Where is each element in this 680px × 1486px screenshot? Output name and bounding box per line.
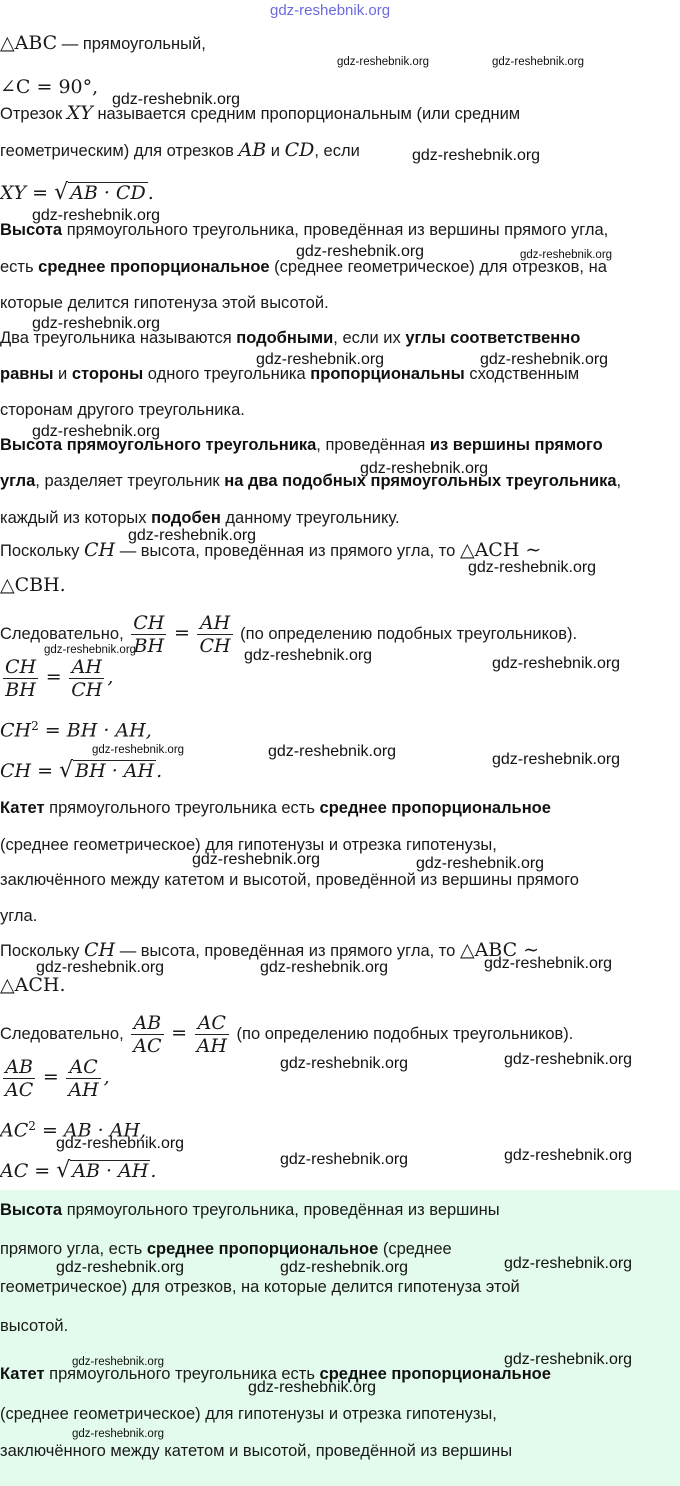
math-exponent: 2 bbox=[28, 1119, 36, 1133]
watermark: gdz-reshebnik.org bbox=[56, 1259, 185, 1276]
math-ac2: AC bbox=[0, 1119, 29, 1142]
line-ch-squared bbox=[0, 716, 152, 742]
watermark: gdz-reshebnik.org bbox=[337, 56, 430, 68]
text: Следовательно, bbox=[0, 1024, 124, 1043]
math-ch: CH bbox=[83, 539, 116, 561]
line-proportion-1 bbox=[0, 656, 113, 701]
text: высотой. bbox=[0, 1317, 69, 1335]
math-angle-c: ∠C = 90°, bbox=[0, 76, 99, 98]
text: — прямоугольный, bbox=[61, 35, 206, 53]
denominator: AC bbox=[133, 1035, 162, 1057]
text: сторонам другого треугольника. bbox=[0, 401, 245, 419]
text: Следовательно, bbox=[0, 624, 124, 643]
watermark: gdz-reshebnik.org bbox=[56, 1135, 185, 1152]
math-eq: = bbox=[171, 1021, 188, 1044]
math-ab: AB bbox=[238, 139, 267, 161]
callout-line-4 bbox=[0, 1316, 68, 1336]
watermark: gdz-reshebnik.org bbox=[280, 1055, 409, 1072]
denominator: CH bbox=[199, 635, 231, 657]
text: и bbox=[53, 365, 72, 383]
text: (среднее геометрическое) для гипотенузы и отрезка гипотенузы, bbox=[0, 836, 497, 854]
watermark: gdz-reshebnik.org bbox=[248, 1379, 377, 1396]
fraction-ah-ch bbox=[197, 612, 232, 657]
bold: среднее пропорциональное bbox=[319, 1365, 551, 1383]
watermark: gdz-reshebnik.org bbox=[416, 855, 545, 872]
watermark: gdz-reshebnik.org bbox=[268, 743, 397, 760]
watermark: gdz-reshebnik.org bbox=[492, 655, 621, 672]
line-cbh bbox=[0, 575, 66, 596]
bold: Высота bbox=[0, 1201, 63, 1219]
bold: Высота прямоугольного треугольника bbox=[0, 436, 317, 454]
watermark: gdz-reshebnik.org bbox=[484, 955, 613, 972]
watermark: gdz-reshebnik.org bbox=[36, 959, 165, 976]
bold: Катет bbox=[0, 1365, 45, 1383]
watermark: gdz-reshebnik.org bbox=[32, 315, 161, 332]
denominator: CH bbox=[71, 679, 103, 701]
watermark: gdz-reshebnik.org bbox=[504, 1147, 633, 1164]
math-ab-cd: AB · CD bbox=[70, 182, 146, 204]
text: (по определению подобных треугольников). bbox=[236, 1024, 574, 1043]
numerator: AH bbox=[197, 612, 232, 635]
text: (среднее bbox=[378, 1240, 452, 1258]
bold: пропорциональны bbox=[310, 365, 465, 383]
math-exponent: 2 bbox=[31, 719, 39, 733]
bold: Высота bbox=[0, 221, 63, 239]
line-theorem-2 bbox=[0, 471, 621, 491]
denominator: AH bbox=[196, 1035, 227, 1057]
fraction-ch-bh bbox=[131, 612, 166, 657]
bold: подобными bbox=[236, 329, 334, 347]
line-since-1 bbox=[0, 540, 541, 561]
line-leg-3 bbox=[0, 870, 579, 890]
math-xy: XY bbox=[66, 102, 93, 124]
fraction-ab-ac bbox=[3, 1056, 35, 1101]
fraction-ac-ah bbox=[195, 1012, 229, 1057]
line-xy-formula bbox=[0, 182, 154, 204]
text: , проведённая bbox=[316, 436, 430, 454]
bold: углы соответственно bbox=[405, 329, 581, 347]
text: называется средним пропорциональным (или средним bbox=[97, 105, 521, 123]
watermark: gdz-reshebnik.org bbox=[504, 1351, 633, 1368]
watermark: gdz-reshebnik.org bbox=[112, 91, 241, 108]
bold: среднее пропорциональное bbox=[38, 258, 270, 276]
math-dot: . bbox=[156, 760, 163, 782]
watermark: gdz-reshebnik.org bbox=[492, 56, 585, 68]
text: — высота, проведённая из прямого угла, то bbox=[119, 942, 456, 960]
watermark: gdz-reshebnik.org bbox=[412, 147, 541, 164]
text: прямого угла, есть bbox=[0, 1240, 147, 1258]
denominator: AH bbox=[68, 1079, 99, 1101]
watermark: gdz-reshebnik.org bbox=[44, 644, 137, 656]
math-dot: . bbox=[150, 1160, 157, 1182]
math-eq: = bbox=[42, 1065, 59, 1088]
text: геометрическим) для отрезков bbox=[0, 142, 234, 160]
text: прямоугольного треугольника, проведённая из вершины bbox=[62, 1201, 500, 1219]
line-ach bbox=[0, 975, 65, 996]
text: , разделяет треугольник bbox=[35, 472, 225, 490]
callout-line-2 bbox=[0, 1239, 452, 1259]
watermark: gdz-reshebnik.org bbox=[192, 851, 321, 868]
watermark: gdz-reshebnik.org bbox=[256, 351, 385, 368]
text: геометрическое) для отрезков, на которые делится гипотенуза этой bbox=[0, 1278, 520, 1296]
math-xy-eq: XY = bbox=[0, 182, 55, 204]
bold: из вершины прямого bbox=[429, 436, 603, 454]
text: сходственным bbox=[464, 365, 580, 383]
line-ch-formula bbox=[0, 760, 162, 782]
math-ch-eq: CH = bbox=[0, 760, 60, 782]
fraction-ac-ah bbox=[66, 1056, 100, 1101]
line-definition-1 bbox=[0, 103, 520, 124]
math-ch: CH bbox=[83, 939, 116, 961]
line-leg-1 bbox=[0, 798, 551, 818]
numerator: AB bbox=[3, 1056, 35, 1079]
callout-line-7 bbox=[0, 1441, 512, 1461]
watermark: gdz-reshebnik.org bbox=[468, 559, 597, 576]
line-angle-c bbox=[0, 77, 98, 98]
text: одного треугольника bbox=[143, 365, 311, 383]
line-ac-formula bbox=[0, 1160, 156, 1182]
text: , если их bbox=[333, 329, 406, 347]
text: каждый из которых bbox=[0, 509, 152, 527]
sqrt-icon: √ bbox=[56, 1158, 71, 1183]
watermark: gdz-reshebnik.org bbox=[504, 1255, 633, 1272]
numerator: AB bbox=[131, 1012, 163, 1035]
watermark: gdz-reshebnik.org bbox=[520, 249, 613, 261]
math-ach: △ACH. bbox=[0, 974, 66, 996]
math-ab-ah: AB · AH bbox=[72, 1160, 149, 1182]
watermark-top: gdz-reshebnik.org bbox=[270, 2, 391, 19]
math-ac2-rhs: = AB · AH, bbox=[35, 1119, 147, 1142]
text: (среднее геометрическое) для гипотенузы и отрезка гипотенузы, bbox=[0, 1405, 497, 1423]
text: прямоугольного треугольника, проведённая из вершины прямого угла, bbox=[62, 221, 609, 239]
watermark: gdz-reshebnik.org bbox=[280, 1259, 409, 1276]
denominator: BH bbox=[133, 635, 165, 657]
callout-line-6 bbox=[0, 1404, 497, 1424]
text: , bbox=[616, 472, 622, 490]
line-height-3 bbox=[0, 293, 329, 313]
watermark: gdz-reshebnik.org bbox=[32, 423, 161, 440]
text: Поскольку bbox=[0, 542, 80, 560]
watermark: gdz-reshebnik.org bbox=[260, 959, 389, 976]
watermark: gdz-reshebnik.org bbox=[492, 751, 621, 768]
sqrt-icon: √ bbox=[54, 180, 69, 205]
watermark: gdz-reshebnik.org bbox=[296, 243, 425, 260]
math-ch2-rhs: = BH · AH, bbox=[38, 719, 152, 742]
fraction-ah-ch bbox=[69, 656, 104, 701]
text: (среднее геометрическое) для отрезков, на bbox=[269, 258, 607, 276]
watermark: gdz-reshebnik.org bbox=[280, 1151, 409, 1168]
text: и bbox=[270, 142, 280, 160]
math-ch2: CH bbox=[0, 719, 32, 742]
bold: на два подобных прямоугольных треугольника bbox=[224, 472, 617, 490]
text: которые делится гипотенуза этой высотой. bbox=[0, 294, 329, 312]
math-comma: , bbox=[103, 1065, 110, 1088]
text: Поскольку bbox=[0, 942, 80, 960]
text: Отрезок bbox=[0, 105, 63, 123]
line-proportion-2 bbox=[0, 1056, 110, 1101]
text: заключённого между катетом и высотой, проведённой из вершины bbox=[0, 1442, 513, 1460]
math-eq: = bbox=[45, 665, 62, 688]
text: прямоугольного треугольника есть bbox=[44, 799, 320, 817]
fraction-ab-ac bbox=[131, 1012, 163, 1057]
line-since-2 bbox=[0, 940, 539, 961]
bold: Катет bbox=[0, 799, 45, 817]
watermark: gdz-reshebnik.org bbox=[72, 1356, 165, 1368]
numerator: CH bbox=[5, 656, 37, 678]
text: — высота, проведённая из прямого угла, то bbox=[119, 542, 456, 560]
text: угла. bbox=[0, 907, 38, 925]
watermark: gdz-reshebnik.org bbox=[504, 1051, 633, 1068]
line-similar-3 bbox=[0, 400, 245, 420]
denominator: AC bbox=[5, 1079, 34, 1101]
line-theorem-3 bbox=[0, 508, 400, 528]
line-triangle-abc bbox=[0, 33, 206, 54]
callout-line-1 bbox=[0, 1200, 500, 1220]
text: Два треугольника называются bbox=[0, 329, 237, 347]
bold: среднее пропорциональное bbox=[146, 1240, 379, 1258]
text: заключённого между катетом и высотой, проведённой из вершины прямого bbox=[0, 871, 579, 889]
numerator: AH bbox=[69, 656, 104, 679]
bold: подобен bbox=[151, 509, 221, 527]
callout-line-3 bbox=[0, 1277, 520, 1297]
text: данному треугольнику. bbox=[220, 509, 400, 527]
watermark: gdz-reshebnik.org bbox=[244, 647, 373, 664]
text: , если bbox=[314, 142, 360, 160]
watermark: gdz-reshebnik.org bbox=[360, 460, 489, 477]
sqrt-icon: √ bbox=[59, 758, 74, 783]
math-sim-abc: △ABC ∼ bbox=[459, 939, 540, 961]
bold: угла bbox=[0, 472, 36, 490]
math-cbh: △CBH. bbox=[0, 574, 66, 596]
math-comma: , bbox=[107, 665, 114, 688]
line-therefore-2 bbox=[0, 1012, 573, 1057]
watermark: gdz-reshebnik.org bbox=[480, 351, 609, 368]
math-cd: CD bbox=[284, 139, 315, 161]
numerator: CH bbox=[133, 612, 165, 634]
watermark: gdz-reshebnik.org bbox=[72, 1428, 165, 1440]
math-ac-eq: AC = bbox=[0, 1160, 57, 1182]
watermark: gdz-reshebnik.org bbox=[32, 207, 161, 224]
numerator: AC bbox=[195, 1012, 229, 1035]
math-eq: = bbox=[173, 621, 190, 644]
denominator: BH bbox=[5, 679, 36, 701]
bold: стороны bbox=[71, 365, 144, 383]
math-bh-ah: BH · AH bbox=[75, 760, 155, 782]
bold: среднее пропорциональное bbox=[319, 799, 551, 817]
numerator: AC bbox=[66, 1056, 100, 1079]
text: прямоугольного треугольника есть bbox=[44, 1365, 320, 1383]
line-leg-4 bbox=[0, 906, 37, 926]
math-dot: . bbox=[147, 182, 154, 204]
text: есть bbox=[0, 258, 39, 276]
text: (по определению подобных треугольников). bbox=[240, 624, 578, 643]
watermark: gdz-reshebnik.org bbox=[128, 527, 257, 544]
math-triangle-abc: △ABC bbox=[0, 32, 58, 54]
watermark: gdz-reshebnik.org bbox=[92, 744, 185, 756]
math-sim-ach: △ACH ∼ bbox=[459, 539, 542, 561]
fraction-ch-bh bbox=[3, 656, 38, 701]
bold: равны bbox=[0, 365, 54, 383]
line-definition-2 bbox=[0, 140, 360, 161]
